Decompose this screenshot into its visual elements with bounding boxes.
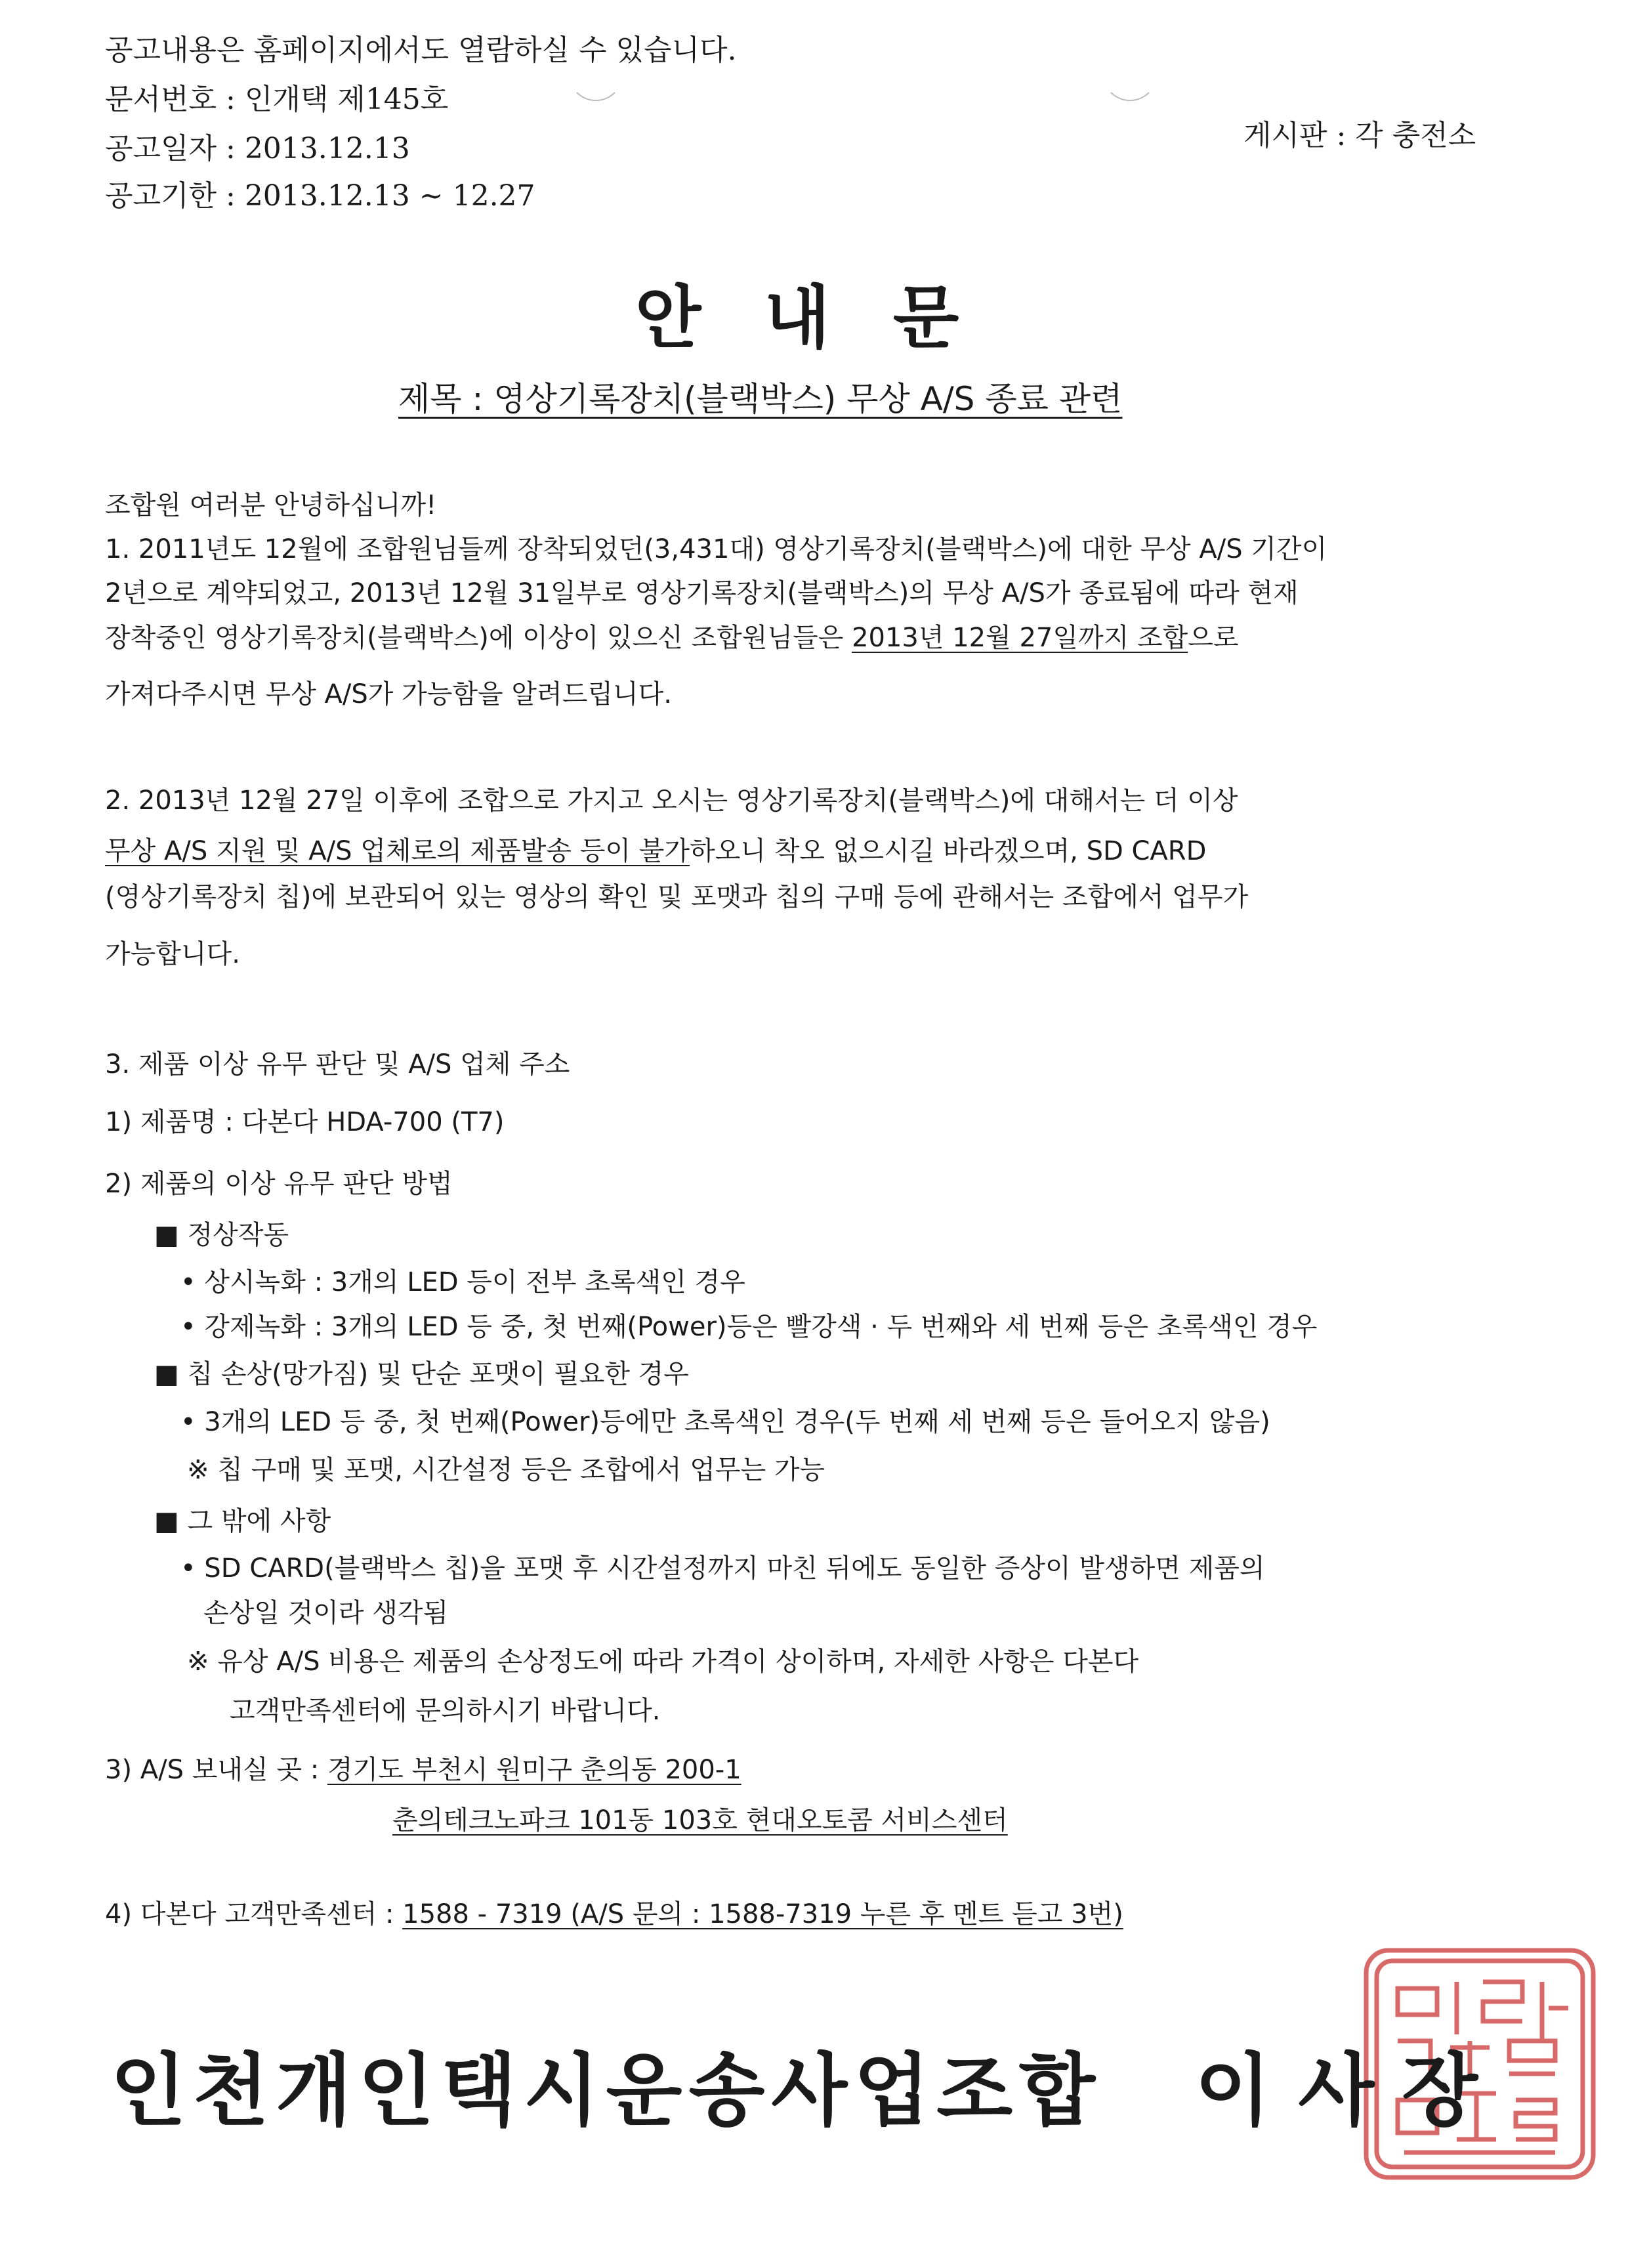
- check-method-heading: 2) 제품의 이상 유무 판단 방법: [105, 1169, 453, 1199]
- as-address-value: 경기도 부천시 원미구 춘의동 200-1: [327, 1755, 741, 1785]
- as-address-detail: 춘의테크노파크 101동 103호 현대오토콤 서비스센터: [392, 1805, 1008, 1836]
- as-address-line: [105, 1755, 741, 1784]
- signatory-title: 이 사 장: [1194, 2044, 1478, 2137]
- notice-date: 공고일자 : 2013.12.13: [105, 132, 410, 165]
- homepage-notice: 공고내용은 홈페이지에서도 열람하실 수 있습니다.: [105, 33, 737, 67]
- list-item-continued: 손상일 것이라 생각됨: [203, 1598, 449, 1628]
- list-item: • 강제녹화 : 3개의 LED 등 중, 첫 번째(Power)등은 빨강색 · 두 번째와 세 번째 등은 초록색인 경우: [180, 1312, 1318, 1342]
- note: ※ 칩 구매 및 포맷, 시간설정 등은 조합에서 업무는 가능: [187, 1455, 825, 1485]
- section1-line: 가져다주시면 무상 A/S가 가능함을 알려드립니다.: [105, 679, 672, 709]
- section1-line: [105, 623, 1239, 652]
- list-item: • 상시녹화 : 3개의 LED 등이 전부 초록색인 경우: [180, 1267, 745, 1297]
- section2-line: (영상기록장치 칩)에 보관되어 있는 영상의 확인 및 포맷과 칩의 구매 등에 관해서는 조합에서 업무가: [105, 882, 1249, 912]
- chip-damage-heading: ■ 칩 손상(망가짐) 및 단순 포맷이 필요한 경우: [154, 1359, 689, 1389]
- organization-name: 인천개인택시운송사업조합: [110, 2044, 1102, 2137]
- subject-line: 제목 : 영상기록장치(블랙박스) 무상 A/S 종료 관련: [398, 380, 1123, 418]
- page-title: 안내문: [635, 277, 1022, 358]
- product-name: 1) 제품명 : 다본다 HDA-700 (T7): [105, 1107, 505, 1137]
- note-continued: 고객만족센터에 문의하시기 바랍니다.: [230, 1696, 661, 1726]
- customer-center-number: 1588 - 7319 (A/S 문의 : 1588-7319 누른 후 멘트 듣고 3번): [402, 1899, 1123, 1929]
- section2-line: 가능합니다.: [105, 939, 240, 969]
- normal-operation-heading: ■ 정상작동: [154, 1220, 289, 1250]
- unavailable-highlight: 무상 A/S 지원 및 A/S 업체로의 제품발송 등이 불가: [105, 836, 690, 866]
- section3-heading: 3. 제품 이상 유무 판단 및 A/S 업체 주소: [105, 1049, 570, 1080]
- section1-text: 장착중인 영상기록장치(블랙박스)에 이상이 있으신 조합원님들은: [105, 623, 852, 653]
- signature: [110, 2028, 1478, 2141]
- list-item: • SD CARD(블랙박스 칩)을 포맷 후 시간설정까지 마친 뒤에도 동일한 증상이 발생하면 제품의: [180, 1553, 1265, 1584]
- document-number: 문서번호 : 인개택 제145호: [105, 83, 449, 116]
- punch-hole-mark: [1102, 46, 1158, 101]
- note: ※ 유상 A/S 비용은 제품의 손상정도에 따라 가격이 상이하며, 자세한 사항은 다본다: [187, 1647, 1139, 1677]
- notice-period: 공고기한 : 2013.12.13 ~ 12.27: [105, 179, 535, 213]
- customer-center-line: [105, 1900, 1123, 1929]
- as-address-label: 3) A/S 보내실 곳 :: [105, 1755, 327, 1785]
- section1-line: 1. 2011년도 12월에 조합원님들께 장착되었던(3,431대) 영상기록장치(블랙박스)에 대한 무상 A/S 기간이: [105, 534, 1327, 564]
- deadline-highlight: 2013년 12월 27일까지 조합: [852, 623, 1188, 653]
- bulletin-board: 게시판 : 각 충전소: [1243, 119, 1476, 152]
- section2-line: [105, 837, 1206, 866]
- customer-center-label: 4) 다본다 고객만족센터 :: [105, 1899, 403, 1929]
- other-heading: ■ 그 밖에 사항: [154, 1506, 331, 1536]
- section1-text: 으로: [1188, 623, 1239, 653]
- section1-line: 2년으로 계약되었고, 2013년 12월 31일부로 영상기록장치(블랙박스)의 무상 A/S가 종료됨에 따라 현재: [105, 578, 1299, 608]
- section2-line: 2. 2013년 12월 27일 이후에 조합으로 가지고 오시는 영상기록장치(블랙박스)에 대해서는 더 이상: [105, 786, 1238, 816]
- list-item: • 3개의 LED 등 중, 첫 번째(Power)등에만 초록색인 경우(두 번째 세 번째 등은 들어오지 않음): [180, 1407, 1270, 1437]
- section2-text: 하오니 착오 없으시길 바라겠으며, SD CARD: [690, 836, 1207, 866]
- greeting: 조합원 여러분 안녕하십니까!: [105, 490, 437, 520]
